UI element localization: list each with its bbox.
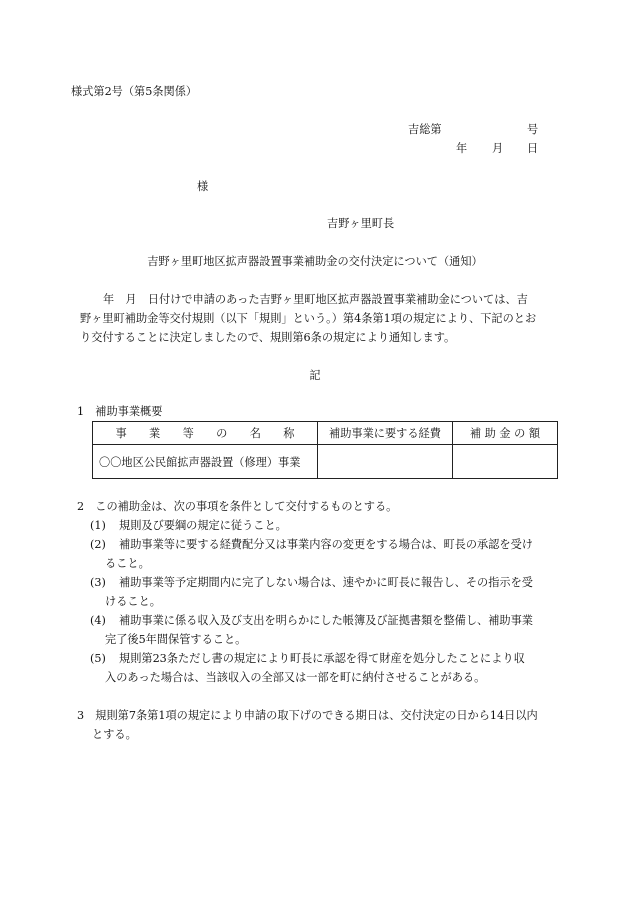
date-month: 月 (492, 142, 504, 155)
condition-text-continued: 入のあった場合は、当該収入の全部又は一部を町に納付させることがある。 (105, 671, 486, 684)
condition-number: (5) (90, 652, 106, 665)
condition-text: 補助事業等予定期間内に完了しない場合は、速やかに町長に報告し、その指示を受 (119, 576, 533, 589)
form-number: 様式第2号（第5条関係） (71, 85, 198, 98)
condition-text: 規則及び要綱の規定に従うこと。 (119, 519, 287, 532)
table-header-subsidy-amount: 補 助 金 の 額 (453, 422, 558, 445)
section3-line-2: とする。 (92, 728, 137, 741)
table-row (93, 445, 558, 479)
condition-text-continued: けること。 (105, 595, 161, 608)
condition-number: (4) (90, 614, 106, 627)
body-line-1: 年 月 日付けで申請のあった吉野ヶ里町地区拡声器設置事業補助金については、吉 (103, 293, 528, 306)
date-year: 年 (456, 142, 468, 155)
body-line-2: 野ヶ里町補助金等交付規則（以下「規則」という。）第4条第1項の規定により、下記のとお (80, 312, 537, 325)
section3-line-1: 3 規則第7条第1項の規定により申請の取下げのできる期日は、交付決定の日から14日以内 (77, 709, 538, 722)
body-line-3: り交付することに決定しましたので、規則第6条の規定により通知します。 (80, 331, 456, 344)
table-header-project-name: 事 業 等 の 名 称 (93, 422, 318, 445)
document-number-suffix: 号 (527, 123, 539, 136)
condition-text-continued: ること。 (105, 557, 150, 570)
condition-text: 補助事業等に要する経費配分又は事業内容の変更をする場合は、町長の承認を受け (119, 538, 533, 551)
condition-text-continued: 完了後5年間保管すること。 (105, 633, 247, 646)
subsidy-overview-table (92, 421, 558, 479)
condition-number: (3) (90, 576, 106, 589)
condition-number: (2) (90, 538, 106, 551)
document-number-prefix: 吉総第 (408, 123, 442, 136)
condition-number: (1) (90, 519, 106, 532)
condition-text: 規則第23条ただし書の規定により町長に承認を得て財産を処分したことにより収 (119, 652, 525, 665)
table-header-row (93, 422, 558, 445)
ki-heading: 記 (309, 369, 321, 382)
section2-heading: 2 この補助金は、次の事項を条件として交付するものとする。 (77, 500, 398, 513)
section1-heading: 1 補助事業概要 (77, 405, 163, 418)
table-cell-expense (318, 445, 453, 479)
date-day: 日 (527, 142, 539, 155)
addressee-suffix: 様 (197, 180, 209, 193)
table-cell-subsidy-amount (453, 445, 558, 479)
table-cell-project-name: 〇〇地区公民館拡声器設置（修理）事業 (93, 445, 318, 479)
condition-text: 補助事業に係る収入及び支出を明らかにした帳簿及び証拠書類を整備し、補助事業 (119, 614, 533, 627)
sender-name: 吉野ヶ里町長 (327, 217, 395, 230)
subject-line: 吉野ヶ里町地区拡声器設置事業補助金の交付決定について（通知） (147, 255, 483, 268)
table-header-expense: 補助事業に要する経費 (318, 422, 453, 445)
